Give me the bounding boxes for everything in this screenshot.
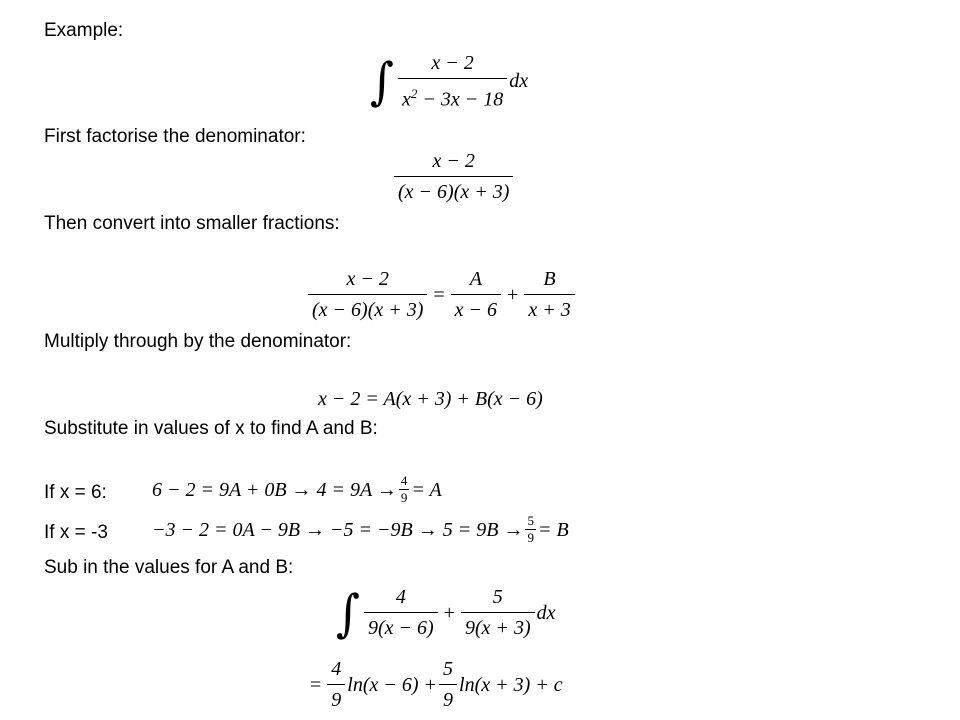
integral-dx: dx [509,70,529,93]
result-equals: = [310,673,322,696]
x6-fraction [399,474,410,505]
sub-values-label: Sub in the values for A and B: [44,557,294,578]
pf-lhs-denominator: (x − 6)(x + 3) [308,294,427,321]
result-expression [306,658,563,711]
factorise-label: First factorise the denominator: [44,126,306,147]
factored-denominator: (x − 6)(x + 3) [394,176,513,203]
pf-a-numerator: A [469,268,482,290]
int2-denominator-2: 9(x + 3) [461,612,535,639]
int2-numerator-2: 5 [492,586,503,608]
pf-a-fraction [451,268,501,321]
multiply-label: Multiply through by the denominator: [44,331,352,352]
integral-sign-icon: ∫ [336,582,360,643]
plus-sign: + [507,283,519,306]
integral-sign-icon: ∫ [370,51,394,112]
pf-lhs-numerator: x − 2 [346,268,389,290]
factored-fraction-expression [392,150,515,203]
result-numerator-1: 4 [331,658,342,680]
integrand-denominator [398,78,507,111]
factored-numerator: x − 2 [432,150,475,172]
xm3-numerator: 5 [527,513,534,528]
x6-equation: 6 − 2 = 9A + 0B → 4 = 9A → [152,478,397,501]
result-fraction-1 [327,658,345,711]
x6-denominator: 9 [400,490,408,505]
pf-b-numerator: B [543,268,556,290]
if-x-minus3-label: If x = -3 [44,522,108,543]
convert-label: Then convert into smaller fractions: [44,213,340,234]
int2-denominator-1: 9(x − 6) [364,612,438,639]
second-integral-expression [336,582,556,643]
equals-sign: = [433,283,445,306]
xm3-equation: −3 − 2 = 0A − 9B → −5 = −9B → 5 = 9B → [152,518,524,541]
substitute-label: Substitute in values of x to find A and B: [44,418,378,439]
x6-result: = A [411,478,442,501]
factored-fraction [394,150,513,203]
den-x: x [401,88,411,111]
integral-expression [370,52,528,111]
partial-fraction-equation [306,268,577,321]
xm3-denominator: 9 [527,530,534,545]
result-denominator-1: 9 [327,684,345,711]
int2-fraction-2 [461,586,535,639]
plus-sign: + [443,601,455,624]
xm3-fraction [525,514,536,545]
pf-b-denominator: x + 3 [524,294,574,321]
x6-numerator: 4 [400,473,408,488]
result-fraction-2 [439,658,457,711]
pf-b-fraction [524,268,574,321]
int2-fraction-1 [364,586,438,639]
result-ln-term-2: ln(x + 3) + c [459,673,563,696]
example-label: Example: [44,20,124,41]
integrand-fraction [398,52,507,111]
den-exponent: 2 [410,86,418,101]
pf-a-denominator: x − 6 [451,294,501,321]
xm3-result: = B [537,518,569,541]
integral-dx: dx [536,601,556,624]
result-denominator-2: 9 [439,684,457,711]
pf-lhs-fraction [308,268,427,321]
x6-working [152,474,442,505]
int2-numerator-1: 4 [395,586,406,608]
den-rest: − 3x − 18 [417,88,504,111]
integrand-numerator: x − 2 [431,52,474,74]
result-numerator-2: 5 [443,658,454,680]
result-ln-term-1: ln(x − 6) + [347,673,438,696]
xm3-working [152,514,569,545]
multiplied-equation: x − 2 = A(x + 3) + B(x − 6) [318,388,543,410]
if-x-6-label: If x = 6: [44,482,107,503]
